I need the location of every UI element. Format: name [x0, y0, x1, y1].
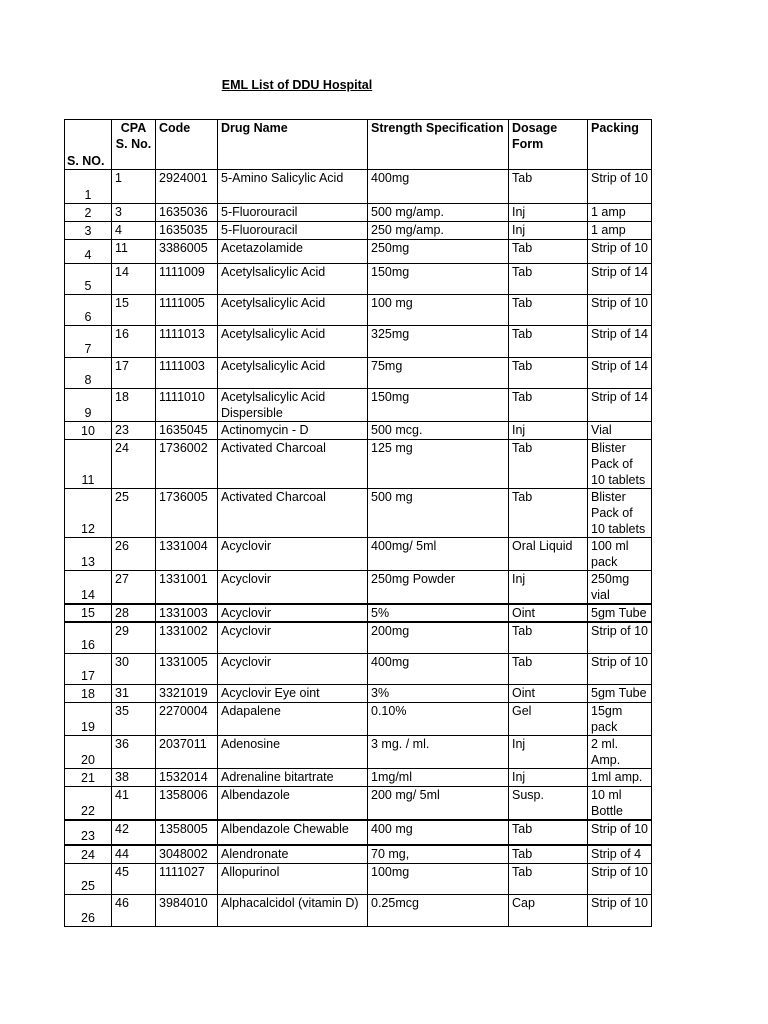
cell-strength: 70 mg,: [368, 845, 509, 864]
table-row: [65, 845, 652, 864]
cell-packing: Strip of 14: [588, 389, 652, 422]
table-row: [65, 240, 652, 264]
cell-drug: Adenosine: [218, 735, 368, 768]
header-code: Code: [156, 120, 218, 170]
cell-sno: 1: [65, 170, 112, 204]
cell-sno: 9: [65, 389, 112, 422]
cell-code: 1111005: [156, 295, 218, 326]
cell-packing: Strip of 10: [588, 295, 652, 326]
table-row: [65, 820, 652, 845]
cell-code: 1111003: [156, 358, 218, 389]
cell-sno: 21: [65, 768, 112, 786]
cell-strength: 250 mg/amp.: [368, 222, 509, 240]
cell-drug: Acetylsalicylic Acid Dispersible: [218, 389, 368, 422]
cell-packing: Blister Pack of 10 tablets: [588, 440, 652, 489]
cell-code: 1635035: [156, 222, 218, 240]
table-row: [65, 864, 652, 895]
cell-packing: Vial: [588, 422, 652, 440]
table-row: [65, 489, 652, 538]
cell-drug: Activated Charcoal: [218, 489, 368, 538]
header-dosage-form: Dosage Form: [509, 120, 588, 170]
cell-sno: 2: [65, 204, 112, 222]
cell-cpa: 44: [112, 845, 156, 864]
cell-dosage: Tab: [509, 820, 588, 845]
cell-dosage: Tab: [509, 864, 588, 895]
table-row: [65, 895, 652, 927]
cell-strength: 3%: [368, 684, 509, 702]
cell-cpa: 26: [112, 538, 156, 571]
cell-drug: Alendronate: [218, 845, 368, 864]
cell-cpa: 27: [112, 571, 156, 605]
cell-cpa: 30: [112, 653, 156, 684]
cell-drug: Albendazole: [218, 786, 368, 820]
cell-packing: Strip of 14: [588, 264, 652, 295]
table-row: [65, 170, 652, 204]
cell-sno: 14: [65, 571, 112, 605]
cell-drug: Allopurinol: [218, 864, 368, 895]
cell-strength: 500 mcg.: [368, 422, 509, 440]
table-row: [65, 571, 652, 605]
cell-drug: Acetylsalicylic Acid: [218, 264, 368, 295]
cell-code: 3048002: [156, 845, 218, 864]
table-row: [65, 538, 652, 571]
cell-drug: Acyclovir: [218, 622, 368, 653]
cell-strength: 75mg: [368, 358, 509, 389]
cell-dosage: Tab: [509, 240, 588, 264]
cell-strength: 125 mg: [368, 440, 509, 489]
cell-strength: 0.25mcg: [368, 895, 509, 927]
cell-drug: Adapalene: [218, 702, 368, 735]
table-row: [65, 326, 652, 358]
cell-strength: 150mg: [368, 264, 509, 295]
cell-packing: Strip of 14: [588, 358, 652, 389]
cell-sno: 24: [65, 845, 112, 864]
table-row: [65, 604, 652, 622]
cell-packing: Blister Pack of 10 tablets: [588, 489, 652, 538]
cell-dosage: Tab: [509, 622, 588, 653]
cell-code: 1532014: [156, 768, 218, 786]
cell-dosage: Inj: [509, 768, 588, 786]
cell-sno: 25: [65, 864, 112, 895]
cell-drug: Actinomycin - D: [218, 422, 368, 440]
cell-strength: 325mg: [368, 326, 509, 358]
cell-cpa: 41: [112, 786, 156, 820]
cell-strength: 1mg/ml: [368, 768, 509, 786]
cell-code: 1111009: [156, 264, 218, 295]
cell-dosage: Oint: [509, 604, 588, 622]
cell-strength: 200mg: [368, 622, 509, 653]
cell-strength: 400mg: [368, 653, 509, 684]
cell-code: 1111010: [156, 389, 218, 422]
cell-dosage: Tab: [509, 295, 588, 326]
table-row: [65, 440, 652, 489]
cell-dosage: Tab: [509, 489, 588, 538]
cell-cpa: 25: [112, 489, 156, 538]
cell-sno: 26: [65, 895, 112, 927]
cell-sno: 4: [65, 240, 112, 264]
cell-code: 2924001: [156, 170, 218, 204]
cell-drug: Acetylsalicylic Acid: [218, 295, 368, 326]
cell-drug: Acyclovir: [218, 653, 368, 684]
cell-packing: Strip of 10: [588, 240, 652, 264]
cell-drug: 5-Amino Salicylic Acid: [218, 170, 368, 204]
cell-packing: Strip of 10: [588, 170, 652, 204]
cell-cpa: 42: [112, 820, 156, 845]
cell-cpa: 11: [112, 240, 156, 264]
cell-drug: Activated Charcoal: [218, 440, 368, 489]
cell-code: 2270004: [156, 702, 218, 735]
table-row: [65, 702, 652, 735]
cell-packing: 2 ml. Amp.: [588, 735, 652, 768]
cell-packing: Strip of 10: [588, 864, 652, 895]
cell-cpa: 1: [112, 170, 156, 204]
header-drug-name: Drug Name: [218, 120, 368, 170]
cell-sno: 19: [65, 702, 112, 735]
cell-cpa: 4: [112, 222, 156, 240]
header-strength: Strength Specification: [368, 120, 509, 170]
cell-drug: Alphacalcidol (vitamin D): [218, 895, 368, 927]
cell-sno: 20: [65, 735, 112, 768]
cell-drug: Albendazole Chewable: [218, 820, 368, 845]
cell-strength: 3 mg. / ml.: [368, 735, 509, 768]
cell-dosage: Inj: [509, 735, 588, 768]
cell-drug: Acetylsalicylic Acid: [218, 326, 368, 358]
cell-packing: 1ml amp.: [588, 768, 652, 786]
cell-code: 1111027: [156, 864, 218, 895]
cell-cpa: 38: [112, 768, 156, 786]
cell-packing: Strip of 4: [588, 845, 652, 864]
cell-dosage: Oral Liquid: [509, 538, 588, 571]
table-row: [65, 622, 652, 653]
cell-strength: 400mg: [368, 170, 509, 204]
cell-cpa: 29: [112, 622, 156, 653]
cell-drug: Acyclovir Eye oint: [218, 684, 368, 702]
cell-packing: 5gm Tube: [588, 604, 652, 622]
cell-drug: Adrenaline bitartrate: [218, 768, 368, 786]
cell-cpa: 16: [112, 326, 156, 358]
cell-sno: 5: [65, 264, 112, 295]
cell-code: 1331004: [156, 538, 218, 571]
cell-drug: Acyclovir: [218, 571, 368, 605]
cell-dosage: Tab: [509, 326, 588, 358]
cell-dosage: Tab: [509, 358, 588, 389]
cell-dosage: Inj: [509, 422, 588, 440]
cell-strength: 400mg/ 5ml: [368, 538, 509, 571]
cell-dosage: Tab: [509, 170, 588, 204]
cell-sno: 8: [65, 358, 112, 389]
cell-dosage: Tab: [509, 845, 588, 864]
cell-dosage: Tab: [509, 389, 588, 422]
table-row: [65, 264, 652, 295]
cell-strength: 150mg: [368, 389, 509, 422]
cell-dosage: Inj: [509, 204, 588, 222]
cell-drug: Acyclovir: [218, 604, 368, 622]
cell-code: 1736002: [156, 440, 218, 489]
cell-packing: 250mg vial: [588, 571, 652, 605]
cell-packing: 1 amp: [588, 222, 652, 240]
cell-strength: 250mg Powder: [368, 571, 509, 605]
cell-sno: 18: [65, 684, 112, 702]
cell-code: 1331003: [156, 604, 218, 622]
cell-code: 1331002: [156, 622, 218, 653]
table-body: [65, 170, 652, 927]
table-row: [65, 684, 652, 702]
cell-packing: 10 ml Bottle: [588, 786, 652, 820]
cell-code: 1111013: [156, 326, 218, 358]
cell-strength: 200 mg/ 5ml: [368, 786, 509, 820]
cell-sno: 13: [65, 538, 112, 571]
table-row: [65, 389, 652, 422]
cell-code: 2037011: [156, 735, 218, 768]
table-row: [65, 735, 652, 768]
cell-sno: 11: [65, 440, 112, 489]
cell-dosage: Tab: [509, 440, 588, 489]
eml-table: [64, 119, 652, 927]
cell-dosage: Inj: [509, 571, 588, 605]
cell-packing: 15gm pack: [588, 702, 652, 735]
cell-sno: 16: [65, 622, 112, 653]
cell-drug: 5-Fluorouracil: [218, 204, 368, 222]
cell-dosage: Tab: [509, 264, 588, 295]
cell-cpa: 24: [112, 440, 156, 489]
cell-sno: 22: [65, 786, 112, 820]
cell-sno: 12: [65, 489, 112, 538]
cell-cpa: 15: [112, 295, 156, 326]
table-row: [65, 768, 652, 786]
cell-sno: 15: [65, 604, 112, 622]
cell-strength: 100mg: [368, 864, 509, 895]
cell-cpa: 31: [112, 684, 156, 702]
cell-code: 3984010: [156, 895, 218, 927]
cell-code: 1358005: [156, 820, 218, 845]
cell-code: 3386005: [156, 240, 218, 264]
cell-strength: 500 mg/amp.: [368, 204, 509, 222]
table-row: [65, 204, 652, 222]
cell-drug: 5-Fluorouracil: [218, 222, 368, 240]
table-row: [65, 295, 652, 326]
cell-packing: Strip of 10: [588, 622, 652, 653]
header-sno: S. NO.: [65, 120, 112, 170]
cell-sno: 10: [65, 422, 112, 440]
table-row: [65, 653, 652, 684]
table-row: [65, 422, 652, 440]
cell-packing: 5gm Tube: [588, 684, 652, 702]
cell-code: 1358006: [156, 786, 218, 820]
cell-sno: 3: [65, 222, 112, 240]
cell-sno: 6: [65, 295, 112, 326]
cell-cpa: 45: [112, 864, 156, 895]
cell-packing: Strip of 10: [588, 820, 652, 845]
cell-cpa: 46: [112, 895, 156, 927]
header-row: [65, 120, 652, 170]
cell-cpa: 23: [112, 422, 156, 440]
cell-code: 1736005: [156, 489, 218, 538]
cell-dosage: Oint: [509, 684, 588, 702]
cell-strength: 250mg: [368, 240, 509, 264]
cell-dosage: Susp.: [509, 786, 588, 820]
cell-code: 1635036: [156, 204, 218, 222]
cell-sno: 7: [65, 326, 112, 358]
page-title: EML List of DDU Hospital: [221, 78, 373, 92]
cell-packing: Strip of 10: [588, 895, 652, 927]
cell-cpa: 36: [112, 735, 156, 768]
cell-strength: 0.10%: [368, 702, 509, 735]
header-cpa: CPA S. No.: [112, 120, 156, 170]
cell-dosage: Tab: [509, 653, 588, 684]
cell-code: 1635045: [156, 422, 218, 440]
cell-strength: 5%: [368, 604, 509, 622]
cell-code: 3321019: [156, 684, 218, 702]
table-row: [65, 222, 652, 240]
cell-strength: 500 mg: [368, 489, 509, 538]
cell-packing: 1 amp: [588, 204, 652, 222]
cell-cpa: 3: [112, 204, 156, 222]
cell-dosage: Inj: [509, 222, 588, 240]
cell-dosage: Gel: [509, 702, 588, 735]
cell-cpa: 14: [112, 264, 156, 295]
cell-packing: Strip of 14: [588, 326, 652, 358]
cell-code: 1331001: [156, 571, 218, 605]
cell-cpa: 35: [112, 702, 156, 735]
cell-cpa: 17: [112, 358, 156, 389]
cell-drug: Acetylsalicylic Acid: [218, 358, 368, 389]
header-packing: Packing: [588, 120, 652, 170]
cell-packing: 100 ml pack: [588, 538, 652, 571]
table-row: [65, 358, 652, 389]
cell-dosage: Cap: [509, 895, 588, 927]
cell-code: 1331005: [156, 653, 218, 684]
cell-strength: 400 mg: [368, 820, 509, 845]
cell-packing: Strip of 10: [588, 653, 652, 684]
cell-cpa: 28: [112, 604, 156, 622]
cell-strength: 100 mg: [368, 295, 509, 326]
cell-cpa: 18: [112, 389, 156, 422]
table-row: [65, 786, 652, 820]
cell-sno: 17: [65, 653, 112, 684]
cell-drug: Acyclovir: [218, 538, 368, 571]
cell-sno: 23: [65, 820, 112, 845]
cell-drug: Acetazolamide: [218, 240, 368, 264]
